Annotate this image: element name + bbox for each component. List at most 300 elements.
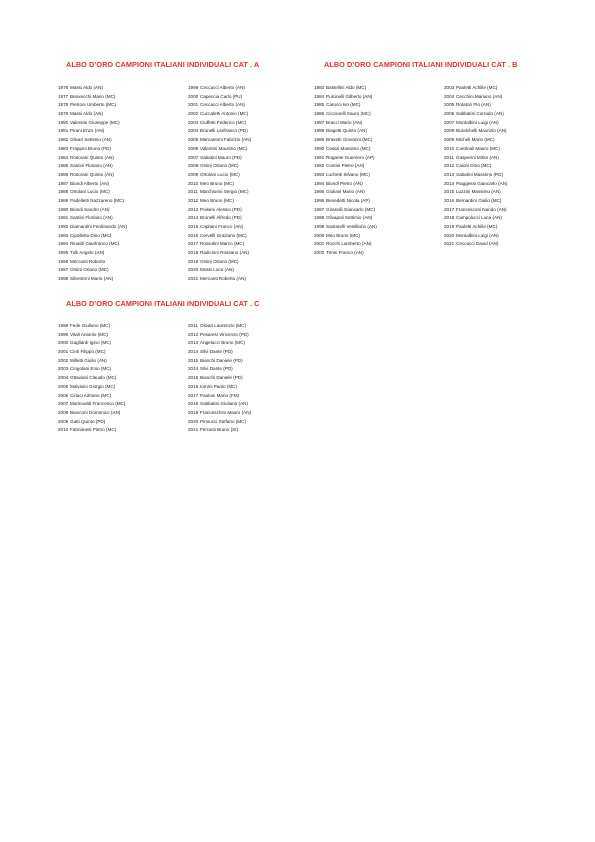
list-item: [58, 188, 178, 197]
list-item: [314, 93, 434, 102]
list-item: [314, 214, 434, 223]
champion-name: Gagliardi Igino (MC): [70, 340, 112, 346]
champion-name: Santini Floriano (AN): [70, 215, 113, 221]
champion-name: Cecchini Mariano (AN): [456, 93, 503, 99]
year: 1998: [314, 215, 325, 221]
list-item: [58, 214, 178, 223]
champion-name: Mossi Luca (AN): [200, 267, 234, 273]
year: 1994: [314, 180, 325, 186]
year: 1986: [58, 171, 69, 177]
year: 1998: [58, 276, 69, 282]
year: 1991: [314, 154, 325, 160]
champion-name: Biondi Sandro (AN): [70, 206, 110, 212]
list-item: [188, 409, 308, 418]
year: 2003: [188, 119, 199, 125]
champion-name: Bernardini Giulio (MC): [456, 197, 502, 203]
list-item: [58, 249, 178, 258]
champion-name: Rogante Guerriero (AP): [326, 154, 375, 160]
list-item: [58, 331, 178, 340]
champion-name: Ciuffetti Federico (MC): [200, 119, 247, 125]
year: 2013: [444, 171, 455, 177]
year: 2021: [444, 241, 455, 247]
champion-name: Ortolani Lucio (MC): [70, 189, 110, 195]
year: 1980: [58, 119, 69, 125]
champion-name: Marcantoni Fabrizio (AN): [200, 137, 252, 143]
champion-name: Montalbini Luigi (AN): [456, 119, 499, 125]
list-item: [188, 348, 308, 357]
champion-name: Ortolani Lucio (MC): [200, 171, 240, 177]
champion-name: Rosorani Quinto (AN): [70, 171, 114, 177]
list-item: [188, 145, 308, 154]
champion-name: Cardinali Mauro (MC): [456, 145, 500, 151]
list-item: [58, 180, 178, 189]
list-item: [58, 171, 178, 180]
year: 2015: [188, 375, 199, 381]
list-item: [188, 392, 308, 401]
year: 2011: [444, 154, 454, 160]
champion-name: Rossolini Marco (MC): [200, 241, 245, 247]
list-item: [188, 365, 308, 374]
year: 2005: [188, 137, 199, 143]
list-item: [58, 348, 178, 357]
list-item: [188, 249, 308, 258]
list-item: [58, 409, 178, 418]
winners-list: [444, 84, 564, 249]
year: 1992: [58, 224, 69, 229]
champion-name: Marchionni Sergio (MC): [200, 189, 249, 195]
year: 2020: [444, 232, 455, 238]
year: 1981: [58, 128, 69, 134]
year: 2016: [444, 197, 455, 203]
champion-name: Sabbatini Giuliano (AN): [200, 401, 249, 407]
champion-name: Pirani Enzo (AN): [70, 128, 105, 134]
champion-name: Biagetti Quinto (AN): [326, 128, 367, 134]
year: 2015: [444, 189, 455, 195]
champion-name: Orsini Oriano (MC): [200, 258, 239, 264]
champion-name: Biondi Alberto (AN): [70, 180, 110, 186]
list-item: [444, 93, 564, 102]
list-item: [444, 171, 564, 180]
list-item: [444, 84, 564, 93]
list-item: [444, 180, 564, 189]
year: 2017: [188, 241, 199, 247]
champion-name: Sabatini Massimo (PD): [456, 171, 503, 177]
champion-name: Rosorani Quinto (AN): [70, 154, 114, 160]
list-item: [58, 400, 178, 409]
list-item: [58, 162, 178, 171]
champion-name: Luchetti Silvano (MC): [326, 171, 370, 177]
champion-name: Francesconi Nando (AN): [456, 206, 507, 212]
champion-name: Bravetti Giovanni (MC): [326, 137, 373, 143]
list-item: [58, 136, 178, 145]
list-item: [58, 154, 178, 163]
year: 2006: [58, 392, 69, 398]
year: 1988: [314, 128, 325, 134]
year: 1987: [314, 119, 325, 125]
champion-name: Olivari Laurenzio (MC): [200, 323, 246, 328]
champion-name: Meo Bruno (MC): [326, 232, 360, 238]
year: 2018: [444, 215, 455, 221]
list-item: [58, 357, 178, 366]
list-item: [444, 240, 564, 249]
champion-name: Buralchelli Maurizio (AN): [456, 128, 507, 134]
champion-name: Cicconelli Sauro (MC): [326, 111, 371, 117]
year: 1990: [314, 145, 325, 151]
champion-name: Ciriaci Adriano (MC): [70, 392, 112, 398]
winners-list: [58, 322, 178, 435]
year: 2004: [444, 93, 455, 99]
list-item: [188, 171, 308, 180]
champion-name: Angelucci Bruno (MC): [200, 340, 245, 346]
list-item: [58, 418, 178, 427]
champion-name: Pietroni Umberto (MC): [70, 102, 116, 108]
champion-name: Rinaldi Gianfranco (MC): [70, 241, 120, 247]
year: 2002: [58, 357, 69, 363]
year: 1995: [58, 250, 69, 256]
list-item: [314, 188, 434, 197]
list-item: [188, 162, 308, 171]
list-item: [314, 240, 434, 249]
champion-name: Ceccacci Alberto (AN): [200, 102, 245, 108]
list-item: [58, 383, 178, 392]
list-item: [188, 426, 308, 435]
list-item: [188, 418, 308, 427]
champion-name: Rocchi Lamberto (AN): [326, 241, 372, 247]
champion-name: Biondi Pietro (AN): [326, 180, 363, 186]
list-item: [58, 93, 178, 102]
champion-name: Ceccacci David (AN): [456, 241, 499, 247]
list-item: [314, 119, 434, 128]
list-item: [58, 258, 178, 267]
list-item: [188, 206, 308, 215]
champion-name: Tulli Angelo (AN): [70, 250, 105, 256]
list-item: [188, 374, 308, 383]
list-item: [188, 136, 308, 145]
year: 1985: [314, 102, 325, 108]
champion-name: Cuccaletti Antonio (MC): [200, 111, 249, 117]
year: 2002: [314, 250, 325, 256]
list-item: [58, 339, 178, 348]
champion-name: Diamantini Ferdinando (AN): [70, 224, 127, 229]
list-item: [188, 339, 308, 348]
champion-name: Pulcinelli Gilberto (AN): [326, 93, 373, 99]
list-item: [314, 154, 434, 163]
champion-name: Cesari Massimo (MC): [326, 145, 371, 151]
year: 1994: [58, 241, 69, 247]
list-item: [58, 110, 178, 119]
year: 1984: [58, 154, 69, 160]
champion-name: Vitali Antonio (MC): [70, 331, 108, 337]
champion-name: Santarelli Vestiliano (AN): [326, 224, 377, 229]
champion-name: Mercanti Roberto (AN): [200, 276, 246, 282]
champion-name: Fede Giuliano (MC): [70, 323, 111, 328]
list-item: [58, 240, 178, 249]
list-item: [58, 206, 178, 215]
list-item: [444, 127, 564, 136]
year: 2007: [444, 119, 455, 125]
list-item: [314, 171, 434, 180]
champion-name: Caioni Dino (MC): [456, 163, 492, 169]
champion-name: Iommi Paolo (MC): [200, 383, 238, 389]
champion-name: Meo Bruno (MC): [200, 197, 234, 203]
champion-name: Benedetti Nicola (AP): [326, 197, 370, 203]
champion-name: Silvestrini Mario (AN): [70, 276, 114, 282]
champion-name: Massi Aldo (AN): [70, 111, 103, 117]
champion-name: Poiseni Alessio (PD): [200, 206, 242, 212]
list-item: [188, 180, 308, 189]
list-item: [58, 266, 178, 275]
list-item: [444, 197, 564, 206]
year: 2021: [188, 276, 199, 282]
champion-name: Orsini Oriano (MC): [200, 163, 239, 169]
year: 1995: [314, 189, 325, 195]
champion-name: Gasperini Mirko (AN): [456, 154, 499, 160]
year: 2005: [444, 102, 455, 108]
list-item: [188, 110, 308, 119]
champion-name: Ferranti Bruno (SI): [200, 427, 239, 433]
champion-name: Benvecchi Mario (MC): [70, 93, 116, 99]
list-item: [188, 400, 308, 409]
list-item: [188, 223, 308, 232]
year: 2001: [58, 349, 69, 355]
year: 2003: [58, 366, 69, 372]
champion-name: Bracci Mario (AN): [326, 119, 363, 125]
year: 2011: [188, 323, 198, 328]
year: 2016: [188, 383, 199, 389]
champion-name: Paoloni Mario (FM): [200, 392, 240, 398]
champion-name: Fabrianesi Pietro (MC): [70, 427, 117, 433]
list-item: [188, 197, 308, 206]
year: 2015: [188, 224, 199, 229]
year: 2011: [188, 189, 198, 195]
champion-name: Capeccia Carlo (PU): [200, 93, 243, 99]
champion-name: Sabbatini Corrado (AN): [456, 111, 504, 117]
champion-name: Pesaresi Vincenzo (PD): [200, 331, 249, 337]
year: 1983: [58, 145, 69, 151]
champion-name: Carucci Ivo (MC): [326, 102, 361, 108]
list-item: [58, 365, 178, 374]
champion-name: Olivari Settimio (AN): [70, 137, 112, 143]
year: 2001: [314, 241, 325, 247]
champion-name: Marinnaldi Francesco (MC): [70, 401, 126, 407]
year: 1991: [58, 215, 69, 221]
list-item: [444, 232, 564, 241]
year: 2002: [188, 111, 199, 117]
champion-name: Montalbini Luigi (AN): [456, 232, 499, 238]
champion-name: Santini Floriano (AN): [70, 163, 113, 169]
year: 2008: [58, 409, 69, 415]
year: 2014: [188, 349, 199, 355]
list-item: [314, 232, 434, 241]
list-item: [444, 154, 564, 163]
year: 2009: [444, 137, 455, 143]
list-item: [188, 240, 308, 249]
year: 1984: [314, 93, 325, 99]
champion-name: Paoletti Achille (MC): [456, 85, 498, 90]
year: 2017: [444, 206, 455, 212]
list-item: [188, 266, 308, 275]
list-item: [188, 232, 308, 241]
year: 2020: [188, 267, 199, 273]
champion-name: Capitani Franco (AN): [200, 224, 244, 229]
list-item: [58, 275, 178, 284]
year: 1978: [58, 102, 69, 108]
champion-name: Orsini Oriano (MC): [70, 267, 109, 273]
year: 2014: [188, 366, 199, 372]
list-item: [188, 93, 308, 102]
list-item: [58, 127, 178, 136]
champion-name: Cingolani Enio (MC): [70, 366, 112, 372]
list-item: [444, 101, 564, 110]
list-item: [188, 275, 308, 284]
champion-name: Silvi Dante (PD): [200, 366, 233, 372]
list-item: [58, 223, 178, 232]
year: 1998: [58, 323, 69, 328]
year: 2012: [444, 163, 455, 169]
champion-name: Franceschini Mauro (AN): [200, 409, 252, 415]
year: 2018: [188, 401, 199, 407]
champion-name: Pinnucci Stefano (MC): [200, 418, 246, 424]
year: 2019: [444, 224, 455, 229]
year: 2013: [188, 340, 199, 346]
champion-name: Girasolli Giancarlo (MC): [326, 206, 376, 212]
year: 2008: [444, 128, 455, 134]
year: 2004: [58, 375, 69, 381]
list-item: [188, 357, 308, 366]
list-item: [314, 110, 434, 119]
champion-name: Padelletti Nazzareno (MC): [70, 197, 124, 203]
champion-name: Malvisini Giorgio (MC): [70, 383, 116, 389]
list-item: [58, 392, 178, 401]
year: 1988: [58, 189, 69, 195]
list-item: [444, 223, 564, 232]
champion-name: Rotatori Pio (AN): [456, 102, 491, 108]
list-item: [444, 145, 564, 154]
champion-name: Gatti Quinto (PD): [70, 418, 106, 424]
section-title: ALBO D’ORO CAMPIONI ITALIANI INDIVIDUALI CAT . A: [66, 60, 260, 69]
list-item: [444, 136, 564, 145]
list-item: [314, 127, 434, 136]
year: 1976: [58, 85, 69, 90]
list-item: [58, 232, 178, 241]
champion-name: Mercanti Roberto: [70, 258, 106, 264]
list-item: [188, 383, 308, 392]
year: 1997: [58, 267, 69, 273]
champion-name: Cinti Filippo (MC): [70, 349, 106, 355]
year: 2000: [188, 93, 199, 99]
list-item: [444, 214, 564, 223]
list-item: [444, 119, 564, 128]
list-item: [444, 162, 564, 171]
year: 2008: [188, 163, 199, 169]
champion-name: Cipolletta Dino (MC): [70, 232, 112, 238]
year: 1985: [58, 163, 69, 169]
year: 2019: [188, 258, 199, 264]
list-item: [188, 84, 308, 93]
list-item: [314, 136, 434, 145]
list-item: [444, 206, 564, 215]
champion-name: Valentini Giuseppe (MC): [70, 119, 120, 125]
list-item: [314, 145, 434, 154]
list-item: [314, 180, 434, 189]
list-item: [314, 206, 434, 215]
year: 2017: [188, 392, 199, 398]
champion-name: Brunelli Alfredo (PD): [200, 215, 242, 221]
list-item: [188, 331, 308, 340]
year: 1999: [188, 85, 199, 90]
champion-name: Bianchi Daniele (PD): [200, 375, 243, 381]
list-item: [314, 162, 434, 171]
winners-list: [188, 84, 308, 284]
year: 2019: [188, 409, 199, 415]
champion-name: Bastellini Aldo (MC): [326, 85, 367, 90]
champion-name: Silvi Dante (PD): [200, 349, 233, 355]
list-item: [58, 119, 178, 128]
champion-name: Olivapoli Settimio (AN): [326, 215, 373, 221]
champion-name: Contini Pietro (AN): [326, 163, 365, 169]
list-item: [58, 197, 178, 206]
year: 2020: [188, 418, 199, 424]
year: 2005: [58, 383, 69, 389]
list-item: [314, 84, 434, 93]
year: 1993: [58, 232, 69, 238]
champion-name: Paoletti Achille (MC): [456, 224, 498, 229]
year: 2001: [188, 102, 199, 108]
champion-name: Giuliani Mario (AN): [326, 189, 365, 195]
list-item: [58, 101, 178, 110]
year: 2000: [314, 232, 325, 238]
champion-name: Micheli Mario (MC): [456, 137, 495, 143]
champion-name: Frappini Bruno (PD): [70, 145, 111, 151]
list-item: [58, 84, 178, 93]
year: 2010: [188, 180, 199, 186]
year: 1997: [314, 206, 325, 212]
year: 2007: [58, 401, 69, 407]
list-item: [444, 188, 564, 197]
year: 2000: [58, 340, 69, 346]
year: 2014: [188, 215, 199, 221]
year: 1977: [58, 93, 69, 99]
year: 2015: [188, 357, 199, 363]
year: 2006: [188, 145, 199, 151]
year: 1990: [58, 206, 69, 212]
year: 2014: [444, 180, 455, 186]
year: 1987: [58, 180, 69, 186]
champion-name: Ceccacci Alberto (AN): [200, 85, 245, 90]
year: 2009: [58, 418, 69, 424]
champion-name: Ottaviani Claudio (MC): [70, 375, 117, 381]
year: 2006: [444, 111, 455, 117]
list-item: [314, 101, 434, 110]
year: 2012: [188, 197, 199, 203]
year: 2021: [188, 427, 199, 433]
year: 1982: [58, 137, 69, 143]
list-item: [58, 322, 178, 331]
list-item: [444, 110, 564, 119]
year: 1996: [58, 258, 69, 264]
list-item: [314, 249, 434, 258]
champion-name: Milletti Giulio (AN): [70, 357, 107, 363]
year: 1989: [58, 197, 69, 203]
year: 2010: [444, 145, 455, 151]
champion-name: Cervelli Graziano (MC): [200, 232, 247, 238]
champion-name: Radicioni Rossano (AN): [200, 250, 250, 256]
list-item: [188, 154, 308, 163]
year: 2012: [188, 331, 199, 337]
year: 1999: [314, 224, 325, 229]
year: 1979: [58, 111, 69, 117]
year: 2016: [188, 232, 199, 238]
